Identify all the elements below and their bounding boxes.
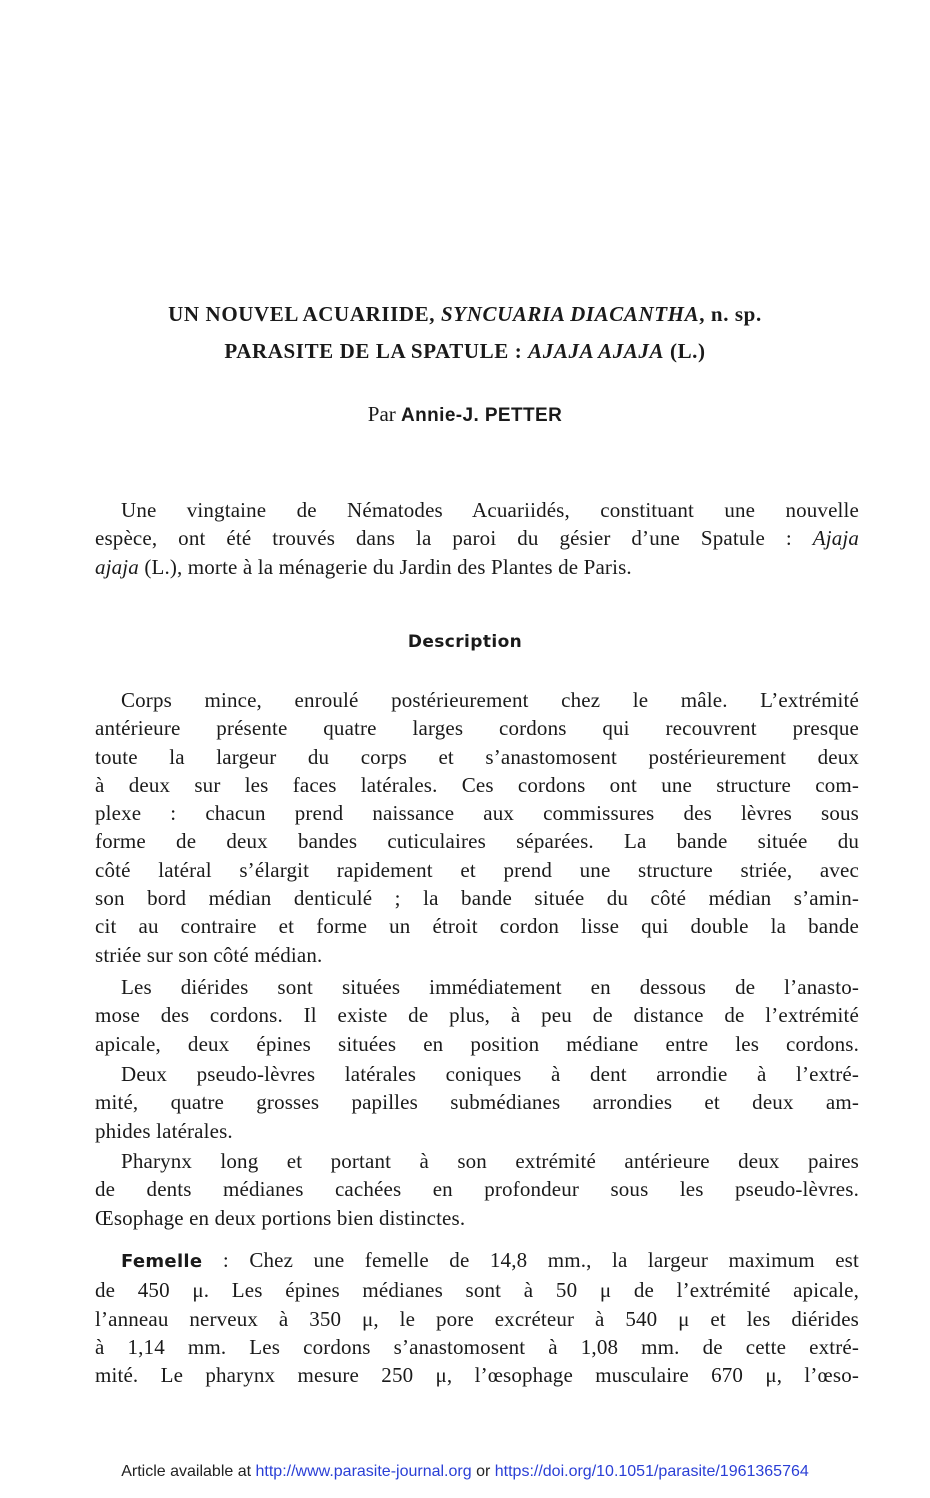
text-line: son bord médian denticulé ; la bande située du côté médian s’amin- <box>95 886 859 911</box>
article-footer <box>0 1463 930 1481</box>
text-line: phides latérales. <box>95 1118 233 1143</box>
description-paragraph-2 <box>95 973 859 1058</box>
article-title-line-2 <box>0 339 930 364</box>
text-span: espèce, ont été trouvés dans la paroi du gésier d’une Spatule : <box>95 526 813 551</box>
text-line: côté latéral s’élargit rapidement et prend une structure striée, avec <box>95 857 859 882</box>
text-line: Deux pseudo-lèvres latérales coniques à dent arrondie à l’extré- <box>121 1062 859 1086</box>
text-line: l’anneau nerveux à 350 μ, le pore excréteur à 540 μ et les diérides <box>95 1306 859 1331</box>
text-line <box>95 1246 859 1276</box>
title-suffix: (L.) <box>664 339 706 363</box>
intro-paragraph <box>95 496 859 581</box>
text-line: à deux sur les faces latérales. Ces cordons ont une structure com- <box>95 772 859 797</box>
text-line: plexe : chacun prend naissance aux commissures des lèvres sous <box>95 801 859 826</box>
text-line: de 450 μ. Les épines médianes sont à 50 μ de l’extrémité apicale, <box>95 1278 859 1303</box>
text-line: Corps mince, enroulé postérieurement chez le mâle. L’extrémité <box>121 688 859 712</box>
footer-text: or <box>471 1463 495 1480</box>
host-name: ajaja <box>95 554 139 579</box>
female-label: Femelle <box>121 1251 203 1272</box>
text-line: Pharynx long et portant à son extrémité antérieure deux paires <box>121 1149 859 1173</box>
text-span: (L.), morte à la ménagerie du Jardin des Plantes de Paris. <box>138 554 632 579</box>
text-line: Une vingtaine de Nématodes Acuariidés, constituant une nouvelle <box>121 498 859 522</box>
article-title-line-1 <box>0 302 930 327</box>
section-heading: Description <box>407 632 523 652</box>
text-span: : Chez une femelle de 14,8 mm., la largeur maximum est <box>202 1248 859 1272</box>
description-paragraph-3 <box>95 1060 859 1145</box>
doi-link[interactable]: https://doi.org/10.1051/parasite/1961365764 <box>494 1463 809 1480</box>
text-line: toute la largeur du corps et s’anastomosent postérieurement deux <box>95 744 859 769</box>
text-line: à 1,14 mm. Les cordons s’anastomosent à 1,08 mm. de cette extré- <box>95 1334 859 1359</box>
text-line: cit au contraire et forme un étroit cordon lisse qui double la bande <box>95 914 859 939</box>
text-line <box>95 524 859 552</box>
text-line: Les diérides sont situées immédiatement en dessous de l’anasto- <box>121 975 859 999</box>
text-line: mose des cordons. Il existe de plus, à peu de distance de l’extrémité <box>95 1003 859 1028</box>
text-line: striée sur son côté médian. <box>95 942 323 967</box>
description-paragraph-1 <box>95 686 859 969</box>
text-line: Œsophage en deux portions bien distinctes. <box>95 1205 466 1230</box>
text-line: mité, quatre grosses papilles submédianes arrondies et deux am- <box>95 1090 859 1115</box>
footer-text: Article available at <box>121 1463 256 1480</box>
journal-link[interactable]: http://www.parasite-journal.org <box>255 1463 472 1480</box>
text-line: de dents médianes cachées en profondeur sous les pseudo-lèvres. <box>95 1177 859 1202</box>
host-name: AJAJA AJAJA <box>528 339 665 363</box>
title-suffix: , n. sp. <box>699 302 762 326</box>
description-paragraph-4 <box>95 1147 859 1232</box>
text-line <box>95 553 859 581</box>
text-line: apicale, deux épines situées en position médiane entre les cordons. <box>95 1031 859 1056</box>
author-line <box>0 402 930 427</box>
title-text: PARASITE DE LA SPATULE : <box>224 339 529 363</box>
text-line: antérieure présente quatre larges cordons qui recouvrent presque <box>95 716 859 741</box>
text-line: forme de deux bandes cuticulaires séparées. La bande située du <box>95 829 859 854</box>
host-name: Ajaja <box>812 526 859 551</box>
species-name: SYNCUARIA DIACANTHA <box>440 302 700 326</box>
text-line: mité. Le pharynx mesure 250 μ, l’œsophage musculaire 670 μ, l’œso- <box>95 1363 859 1388</box>
female-paragraph <box>95 1246 859 1389</box>
title-text: UN NOUVEL ACUARIIDE, <box>168 302 441 326</box>
author-name: Annie-J. PETTER <box>401 405 563 426</box>
author-prefix: Par <box>367 402 396 426</box>
